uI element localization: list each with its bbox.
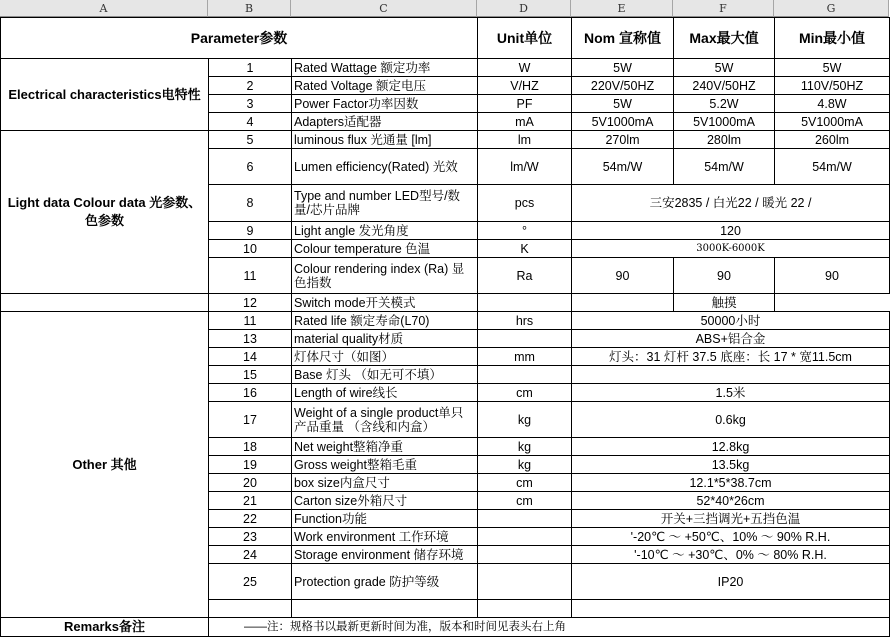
- param-cell[interactable]: luminous flux 光通量 [lm]: [292, 131, 478, 149]
- unit-cell[interactable]: W: [478, 59, 572, 77]
- header-max[interactable]: Max最大值: [674, 18, 775, 59]
- row-number[interactable]: 16: [209, 384, 292, 402]
- header-unit[interactable]: Unit单位: [478, 18, 572, 59]
- column-header-f[interactable]: F: [673, 0, 774, 17]
- table-row: [1, 294, 890, 312]
- row-number[interactable]: 6: [209, 149, 292, 185]
- value-cell-merged[interactable]: 12.8kg: [572, 438, 890, 456]
- row-number[interactable]: 22: [209, 510, 292, 528]
- header-row: [1, 18, 890, 59]
- row-number[interactable]: 5: [209, 131, 292, 149]
- param-cell[interactable]: 灯体尺寸（如图）: [292, 348, 478, 366]
- column-header-c[interactable]: C: [291, 0, 477, 17]
- row-number[interactable]: 12: [209, 294, 292, 312]
- section-other[interactable]: Other 其他: [1, 312, 209, 618]
- nom-cell[interactable]: 5W: [572, 95, 674, 113]
- unit-cell[interactable]: Ra: [478, 258, 572, 294]
- header-parameter[interactable]: Parameter参数: [1, 18, 478, 59]
- nom-cell[interactable]: 90: [572, 258, 674, 294]
- row-number[interactable]: 1: [209, 59, 292, 77]
- value-cell-merged[interactable]: [572, 366, 890, 384]
- nom-cell[interactable]: 270lm: [572, 131, 674, 149]
- row-number[interactable]: 3: [209, 95, 292, 113]
- param-cell[interactable]: Base 灯头 （如无可不填）: [292, 366, 478, 384]
- value-cell-merged[interactable]: 1.5米: [572, 384, 890, 402]
- param-cell[interactable]: material quality材质: [292, 330, 478, 348]
- unit-cell[interactable]: kg: [478, 438, 572, 456]
- param-cell[interactable]: Gross weight整箱毛重: [292, 456, 478, 474]
- unit-cell[interactable]: kg: [478, 456, 572, 474]
- unit-cell[interactable]: lm/W: [478, 149, 572, 185]
- max-cell[interactable]: 240V/50HZ: [674, 77, 775, 95]
- param-cell[interactable]: Type and number LED型号/数量/芯片品牌: [292, 185, 478, 222]
- max-cell[interactable]: 54m/W: [674, 149, 775, 185]
- min-cell[interactable]: 5W: [775, 59, 890, 77]
- row-number[interactable]: 13: [209, 330, 292, 348]
- unit-cell[interactable]: PF: [478, 95, 572, 113]
- value-cell-merged[interactable]: 50000小时: [572, 312, 890, 330]
- min-cell[interactable]: 260lm: [775, 131, 890, 149]
- unit-cell[interactable]: [478, 600, 572, 618]
- unit-cell[interactable]: V/HZ: [478, 77, 572, 95]
- unit-cell[interactable]: [478, 546, 572, 564]
- header-min[interactable]: Min最小值: [775, 18, 890, 59]
- param-cell[interactable]: Light angle 发光角度: [292, 222, 478, 240]
- spec-table: [0, 17, 890, 637]
- max-cell[interactable]: 5.2W: [674, 95, 775, 113]
- min-cell[interactable]: [775, 294, 890, 312]
- row-number[interactable]: 24: [209, 546, 292, 564]
- nom-cell[interactable]: 54m/W: [572, 149, 674, 185]
- row-number[interactable]: 19: [209, 456, 292, 474]
- min-cell[interactable]: 110V/50HZ: [775, 77, 890, 95]
- row-number[interactable]: 8: [209, 185, 292, 222]
- param-cell[interactable]: Work environment 工作环境: [292, 528, 478, 546]
- param-cell[interactable]: Adapters适配器: [292, 113, 478, 131]
- param-cell[interactable]: box size内盒尺寸: [292, 474, 478, 492]
- param-cell[interactable]: Rated life 额定寿命(L70): [292, 312, 478, 330]
- row-number[interactable]: 25: [209, 564, 292, 600]
- max-cell[interactable]: 5V1000mA: [674, 113, 775, 131]
- column-header-b[interactable]: B: [208, 0, 291, 17]
- param-cell[interactable]: Colour temperature 色温: [292, 240, 478, 258]
- param-cell[interactable]: Weight of a single product单只产品重量 （含线和内盒）: [292, 402, 478, 438]
- unit-cell[interactable]: cm: [478, 384, 572, 402]
- row-number[interactable]: 11: [209, 312, 292, 330]
- min-cell[interactable]: 5V1000mA: [775, 113, 890, 131]
- column-header-e[interactable]: E: [571, 0, 673, 17]
- unit-cell[interactable]: kg: [478, 402, 572, 438]
- param-cell[interactable]: Carton size外箱尺寸: [292, 492, 478, 510]
- row-number[interactable]: 17: [209, 402, 292, 438]
- param-cell[interactable]: Rated Voltage 额定电压: [292, 77, 478, 95]
- unit-cell[interactable]: [478, 294, 572, 312]
- nom-cell[interactable]: 5V1000mA: [572, 113, 674, 131]
- nom-cell[interactable]: 5W: [572, 59, 674, 77]
- unit-cell[interactable]: [478, 366, 572, 384]
- unit-cell[interactable]: [478, 330, 572, 348]
- param-cell[interactable]: Power Factor功率因数: [292, 95, 478, 113]
- min-cell[interactable]: 54m/W: [775, 149, 890, 185]
- unit-cell[interactable]: [478, 510, 572, 528]
- param-cell[interactable]: Length of wire线长: [292, 384, 478, 402]
- section-electrical[interactable]: Electrical characteristics电特性: [1, 59, 209, 131]
- row-number[interactable]: 15: [209, 366, 292, 384]
- param-cell[interactable]: Net weight整箱净重: [292, 438, 478, 456]
- remark-text[interactable]: ——注：规格书以最新更新时间为准，版本和时间见表头右上角: [209, 618, 890, 637]
- min-cell[interactable]: 4.8W: [775, 95, 890, 113]
- unit-cell[interactable]: mA: [478, 113, 572, 131]
- header-nom[interactable]: Nom 宣称值: [572, 18, 674, 59]
- param-cell[interactable]: Colour rendering index (Ra) 显色指数: [292, 258, 478, 294]
- unit-cell[interactable]: lm: [478, 131, 572, 149]
- max-cell[interactable]: 90: [674, 258, 775, 294]
- max-cell[interactable]: 5W: [674, 59, 775, 77]
- max-cell[interactable]: 280lm: [674, 131, 775, 149]
- row-number[interactable]: 20: [209, 474, 292, 492]
- value-cell-merged[interactable]: [572, 600, 890, 618]
- value-cell-merged[interactable]: 开关+三挡调光+五挡色温: [572, 510, 890, 528]
- param-cell[interactable]: Switch mode开关模式: [292, 294, 478, 312]
- value-cell-merged[interactable]: '-20℃ ～ +50℃、10% ～ 90% R.H.: [572, 528, 890, 546]
- row-number[interactable]: 4: [209, 113, 292, 131]
- row-number[interactable]: 11: [209, 258, 292, 294]
- column-header-d[interactable]: D: [477, 0, 571, 17]
- unit-cell[interactable]: pcs: [478, 185, 572, 222]
- column-header-g[interactable]: G: [774, 0, 889, 17]
- unit-cell[interactable]: mm: [478, 348, 572, 366]
- unit-cell[interactable]: K: [478, 240, 572, 258]
- value-cell-merged[interactable]: 0.6kg: [572, 402, 890, 438]
- table-row: [1, 131, 890, 149]
- nom-cell[interactable]: 220V/50HZ: [572, 77, 674, 95]
- section-remarks[interactable]: Remarks备注: [1, 618, 209, 637]
- remarks-row: [1, 618, 890, 637]
- row-number[interactable]: 9: [209, 222, 292, 240]
- value-cell-merged[interactable]: ABS+铝合金: [572, 330, 890, 348]
- row-number[interactable]: [209, 600, 292, 618]
- value-cell-merged[interactable]: '-10℃ ～ +30℃、0% ～ 80% R.H.: [572, 546, 890, 564]
- value-cell-merged[interactable]: 120: [572, 222, 890, 240]
- param-cell[interactable]: Function功能: [292, 510, 478, 528]
- row-number[interactable]: 14: [209, 348, 292, 366]
- unit-cell[interactable]: cm: [478, 474, 572, 492]
- row-number[interactable]: 18: [209, 438, 292, 456]
- table-row: [1, 312, 890, 330]
- row-number[interactable]: 23: [209, 528, 292, 546]
- row-number[interactable]: 10: [209, 240, 292, 258]
- param-cell[interactable]: Lumen efficiency(Rated) 光效: [292, 149, 478, 185]
- table-row: [1, 59, 890, 77]
- unit-cell[interactable]: [478, 564, 572, 600]
- value-cell-merged[interactable]: 13.5kg: [572, 456, 890, 474]
- value-cell-merged[interactable]: 灯头：31 灯杆 37.5 底座：长 17 * 宽11.5cm: [572, 348, 890, 366]
- param-cell[interactable]: [292, 600, 478, 618]
- value-cell-merged[interactable]: 3000K-6000K: [572, 240, 890, 258]
- unit-cell[interactable]: cm: [478, 492, 572, 510]
- max-cell[interactable]: 触摸: [674, 294, 775, 312]
- section-blank[interactable]: [1, 294, 209, 312]
- nom-cell[interactable]: [572, 294, 674, 312]
- min-cell[interactable]: 90: [775, 258, 890, 294]
- value-cell-merged[interactable]: 12.1*5*38.7cm: [572, 474, 890, 492]
- param-cell[interactable]: Storage environment 储存环境: [292, 546, 478, 564]
- value-cell-merged[interactable]: IP20: [572, 564, 890, 600]
- unit-cell[interactable]: [478, 528, 572, 546]
- value-cell-merged[interactable]: 52*40*26cm: [572, 492, 890, 510]
- value-cell-merged[interactable]: 三安2835 / 白光22 / 暖光 22 /: [572, 185, 890, 222]
- unit-cell[interactable]: hrs: [478, 312, 572, 330]
- param-cell[interactable]: Protection grade 防护等级: [292, 564, 478, 600]
- column-header-a[interactable]: A: [0, 0, 208, 17]
- row-number[interactable]: 2: [209, 77, 292, 95]
- unit-cell[interactable]: °: [478, 222, 572, 240]
- row-number[interactable]: 21: [209, 492, 292, 510]
- param-cell[interactable]: Rated Wattage 额定功率: [292, 59, 478, 77]
- section-light[interactable]: Light data Colour data 光参数、色参数: [1, 131, 209, 294]
